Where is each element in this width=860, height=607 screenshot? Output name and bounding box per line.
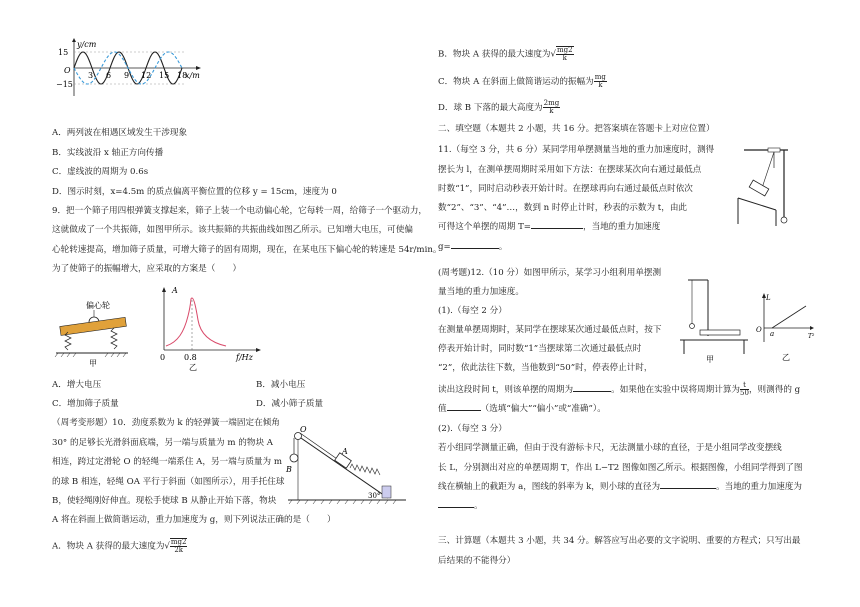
q10-option-d: D．球 B 下落的最大高度为 $\frac{2mg}{k}$ xyxy=(438,99,560,115)
q12-line-5: 停表开始计时，同时数“1”当摆球第二次通过最低点时 xyxy=(438,344,642,354)
q9-line-1: 9．把一个筛子用四根弹簧支撑起来，筛子上装一个电动偏心轮，它每转一周，给筛子一个驱动力， xyxy=(52,206,428,216)
q9-option-b: B．减小电压 xyxy=(256,380,306,390)
q12-diameter-blank[interactable] xyxy=(660,488,716,489)
q12-line-3: (1).（每空 2 分） xyxy=(438,306,507,316)
q10-line-6: A 将在斜面上做简谐运动，重力加速度为 g，则下列说法正确的是（ ） xyxy=(52,515,336,525)
q10-line-1: （周考变形题）10．劲度系数为 k 的轻弹簧一端固定在倾角 xyxy=(52,418,280,428)
q11-gravity-blank[interactable] xyxy=(451,248,499,249)
q8-option-b: B．实线波沿 x 轴正方向传播 xyxy=(52,148,164,158)
wave-y-tick-neg15: −15 xyxy=(56,80,73,89)
q12-part2-line-3: 线在横轴上的截距为 a，图线的斜率为 k，则小球的直径为 。当地的重力加速度为 xyxy=(438,482,802,492)
wave-x-tick-18: 18 xyxy=(177,71,188,80)
q10-line-4: 的球 B 相连，轻绳 OA 平行于斜面（如图所示），用手托住球 xyxy=(52,477,285,487)
q12-fig-jia-caption: 甲 xyxy=(706,355,714,364)
q10-option-d-text: D．球 B 下落的最大高度为 xyxy=(438,103,543,113)
q12-line-2: 量当地的重力加速度。 xyxy=(438,287,524,297)
q12-read-line: 读出这段时间 t，则该单摆的周期为 。如果他在实验中误将周期计算为 $\frac{t}{50}$ ，则测得的 g xyxy=(438,381,801,397)
q12-period-blank[interactable] xyxy=(573,391,611,392)
q9-line-3: 心轮转速提高，增加筛子质量，可增大筛子的固有周期，现在，在某电压下偏心轮的转速是 54r/min。 xyxy=(52,245,442,255)
incline-figure xyxy=(284,424,410,506)
resonance-caption: 乙 xyxy=(189,363,197,372)
q10-option-b-text: B．物块 A 获得的最大速度为 xyxy=(438,49,551,60)
wave-graph xyxy=(58,38,208,100)
sqrt-icon: √ $\frac{mg2}{k}$ xyxy=(550,46,573,62)
resonance-origin: 0 xyxy=(160,353,166,362)
q12-part2-title: (2).（每空 3 分） xyxy=(438,424,507,434)
wave-y-tick-15: 15 xyxy=(58,48,69,57)
q8-option-c: C．虚线波的周期为 0.6s xyxy=(52,167,149,177)
q11-line-1: 11.（每空 3 分，共 6 分）某同学用单摆测量当地的重力加速度时，测得 xyxy=(438,145,715,155)
q9-line-4: 为了使筛子的振幅增大，应采取的方案是（ ） xyxy=(52,264,242,274)
q12-gravity-blank[interactable] xyxy=(438,507,474,508)
lt2-y-axis: L xyxy=(766,294,771,302)
pulley-o-label: O xyxy=(300,425,307,434)
q12-line-6: “2”，依此法往下数，当他数到“50”时，停表停止计时， xyxy=(438,363,653,373)
q9-option-c: C．增加筛子质量 xyxy=(52,399,119,409)
wave-x-tick-12: 12 xyxy=(141,71,152,80)
q10-option-c-text: C．物块 A 在斜面上做简谐运动的振幅为 xyxy=(438,77,594,87)
wave-x-tick-9: 9 xyxy=(124,71,130,80)
section2-title: 二、填空题（本题共 2 小题，共 16 分。把答案填在答题卡上对应位置） xyxy=(438,124,715,134)
section3-title-line-2: 后结果的不能得分） xyxy=(438,556,516,566)
sieve-figure xyxy=(52,292,132,368)
q12-part2-line-2: 长 L，分别测出对应的单摆周期 T，作出 L−T2 图像如图乙所示。根据图像，小组同学得到了图 xyxy=(438,463,803,473)
q12-line-1: (周考题)12.（10 分）如图甲所示，某学习小组利用单摆测 xyxy=(438,268,662,278)
sieve-caption: 甲 xyxy=(89,359,97,368)
q10-option-b xyxy=(438,46,574,62)
q9-option-a: A．增大电压 xyxy=(52,380,102,390)
ball-b-label: B xyxy=(286,465,292,474)
q11-line-6: g= 。 xyxy=(438,242,508,252)
wave-x-tick-6: 6 xyxy=(106,71,112,80)
q12-g-error-blank[interactable] xyxy=(447,410,481,411)
lt2-origin: O xyxy=(756,326,762,334)
wave-y-label: y/cm xyxy=(77,40,97,49)
q9-option-d: D．减小筛子质量 xyxy=(256,399,324,409)
q10-line-5: B，使轻绳刚好伸直。现松手使球 B 从静止开始下落，物块 xyxy=(52,496,277,506)
q10-option-a xyxy=(52,538,187,554)
q12-value-line: 值 （选填“偏大”“偏小”或“准确”）。 xyxy=(438,404,606,414)
wave-x-label: x/m xyxy=(185,71,200,80)
q11-pendulum-figure xyxy=(728,148,808,228)
q10-line-3: 相连，跨过定滑轮 O 的轻绳一端系住 A，另一端与质量为 m xyxy=(52,457,282,467)
section3-title-line-1: 三、计算题（本题共 3 小题，共 34 分。解答应写出必要的文字说明、重要的方程式；只写出最 xyxy=(438,536,801,546)
q11-period-blank[interactable] xyxy=(531,228,583,229)
q8-option-d: D．图示时刻，x=4.5m 的质点偏离平衡位置的位移 y = 15cm，速度为 0 xyxy=(52,187,337,197)
lt2-intercept: a xyxy=(770,330,775,338)
q9-line-2: 这就做成了一个共振筛，如图甲所示。该共振筛的共振曲线如图乙所示。已知增大电压，可使偏 xyxy=(52,225,413,235)
q10-option-a-text: A．物块 A 获得的最大速度为 xyxy=(52,541,165,552)
sqrt-icon: √ $\frac{mg2}{2k}$ xyxy=(164,538,187,554)
q11-line-2: 摆长为 l，在测单摆周期时采用如下方法：在摆球某次向右通过最低点 xyxy=(438,165,702,175)
q12-line-4: 在测量单摆周期时，某同学在摆球某次通过最低点时，按下 xyxy=(438,325,662,335)
wave-origin: O xyxy=(64,66,71,75)
q11-line-5: 可得这个单摆的周期 T= ，当地的重力加速度 xyxy=(438,222,661,232)
resonance-y-axis: A xyxy=(172,286,178,295)
lt2-x-axis: T² xyxy=(808,333,815,340)
resonance-x-axis: f/Hz xyxy=(236,353,253,362)
wave-x-tick-3: 3 xyxy=(88,71,94,80)
q10-option-c: C．物块 A 在斜面上做简谐运动的振幅为 $\frac{mg}{k}$ xyxy=(438,73,606,89)
q10-line-2: 30° 的足够长光滑斜面底端，另一端与质量为 m 的物块 A xyxy=(52,438,273,448)
block-a-label: A xyxy=(342,447,348,456)
q11-line-4: 数“2”、“3”、“4”…，数到 n 时停止计时，秒表的示数为 t，由此 xyxy=(438,203,688,213)
q8-option-a: A．两列波在相遇区域发生干涉现象 xyxy=(52,128,188,138)
q12-lt2-graph xyxy=(756,292,816,364)
q12-fig-yi-caption: 乙 xyxy=(782,353,790,362)
q12-part2-line-1: 若小组同学测量正确，但由于没有游标卡尺，无法测量小球的直径，于是小组同学改变摆线 xyxy=(438,443,782,453)
incline-angle-label: 30° xyxy=(368,492,381,500)
wave-x-tick-15: 15 xyxy=(159,71,170,80)
q12-part2-line-4: 。 xyxy=(438,501,483,512)
eccentric-wheel-label: 偏心轮 xyxy=(86,301,110,310)
resonance-curve xyxy=(156,286,266,372)
q12-pendulum-figure xyxy=(678,274,750,364)
q11-line-3: 时数“1”，同时启动秒表开始计时。在摆球再向右通过最低点时依次 xyxy=(438,184,693,194)
resonance-tick-08: 0.8 xyxy=(184,353,197,362)
